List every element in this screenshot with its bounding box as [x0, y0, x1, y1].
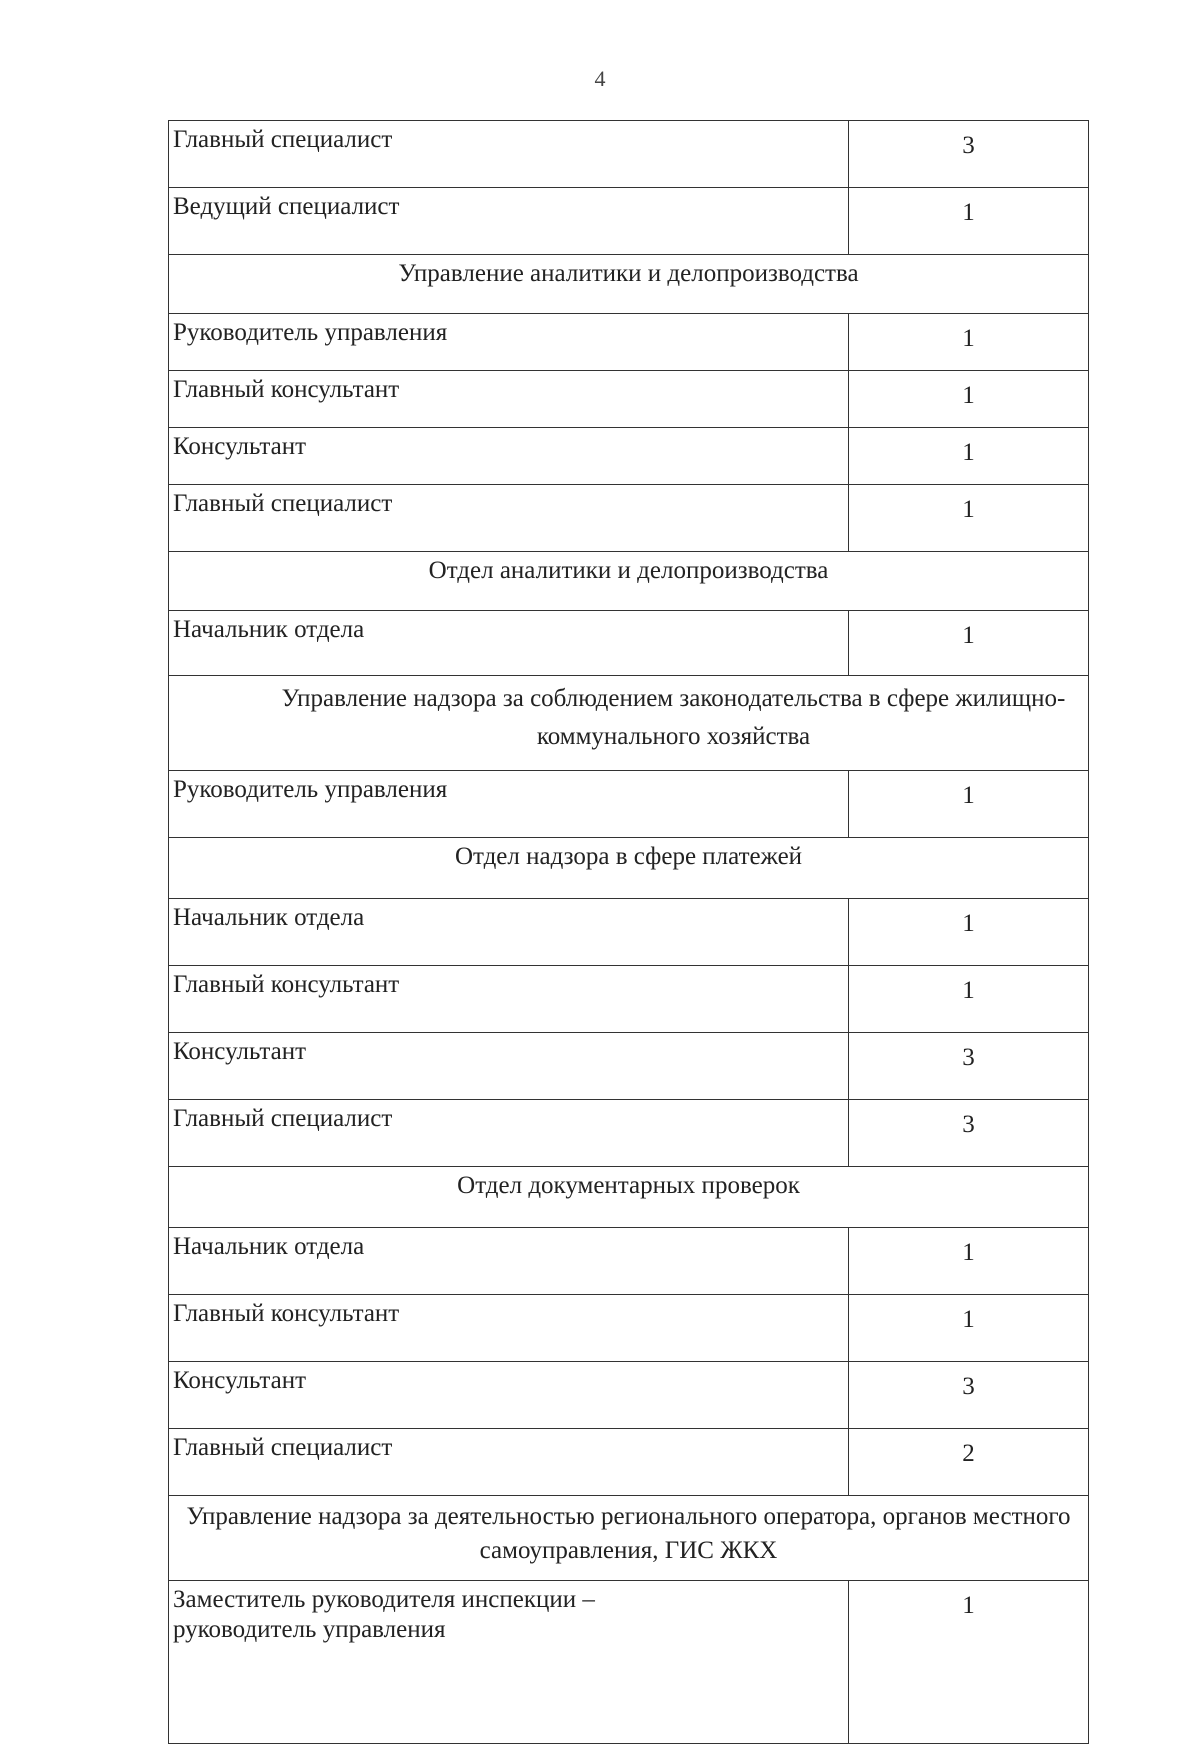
table-row [169, 1295, 1089, 1362]
position-count: 1 [849, 428, 1089, 485]
position-title [169, 1581, 849, 1744]
position-count: 1 [849, 1581, 1089, 1744]
table-row [169, 1033, 1089, 1100]
table-row [169, 1429, 1089, 1496]
position-count: 1 [849, 371, 1089, 428]
table-row [169, 371, 1089, 428]
position-title: Главный консультант [169, 371, 849, 428]
table-row [169, 771, 1089, 838]
position-count: 1 [849, 771, 1089, 838]
section-header: Отдел аналитики и делопроизводства [169, 552, 1089, 611]
position-count: 1 [849, 966, 1089, 1033]
position-title: Главный специалист [169, 121, 849, 188]
position-title: Главный консультант [169, 966, 849, 1033]
section-row [169, 838, 1089, 899]
position-title: Главный специалист [169, 1429, 849, 1496]
position-title: Главный специалист [169, 485, 849, 552]
section-header: Управление надзора за деятельностью регионального оператора, органов местного самоуправления, ГИС ЖКХ [169, 1496, 1089, 1581]
position-count: 1 [849, 1228, 1089, 1295]
position-title: Ведущий специалист [169, 188, 849, 255]
table-row [169, 966, 1089, 1033]
staffing-table [168, 120, 1089, 1744]
position-title: Консультант [169, 428, 849, 485]
section-row [169, 1167, 1089, 1228]
position-count: 1 [849, 485, 1089, 552]
page-number: 4 [594, 66, 606, 91]
table-row [169, 1362, 1089, 1429]
position-title: Начальник отдела [169, 1228, 849, 1295]
section-row [169, 676, 1089, 771]
section-header: Управление надзора за соблюдением законодательства в сфере жилищно-коммунального хозяйства [169, 676, 1089, 771]
position-count: 3 [849, 1362, 1089, 1429]
position-count: 3 [849, 121, 1089, 188]
section-header: Отдел надзора в сфере платежей [169, 838, 1089, 899]
table-row [169, 485, 1089, 552]
table-row [169, 428, 1089, 485]
position-title: Консультант [169, 1362, 849, 1429]
position-count: 1 [849, 1295, 1089, 1362]
table-row [169, 188, 1089, 255]
table-row [169, 1100, 1089, 1167]
table-row [169, 121, 1089, 188]
section-row [169, 255, 1089, 314]
position-title: Главный консультант [169, 1295, 849, 1362]
table-row [169, 1581, 1089, 1744]
position-count: 2 [849, 1429, 1089, 1496]
position-title: Главный специалист [169, 1100, 849, 1167]
position-count: 1 [849, 611, 1089, 676]
table-row [169, 314, 1089, 371]
section-header: Управление аналитики и делопроизводства [169, 255, 1089, 314]
section-row [169, 552, 1089, 611]
position-count: 1 [849, 314, 1089, 371]
position-count: 1 [849, 188, 1089, 255]
table-row [169, 1228, 1089, 1295]
position-title: Консультант [169, 1033, 849, 1100]
position-title: Руководитель управления [169, 771, 849, 838]
position-title: Руководитель управления [169, 314, 849, 371]
position-count: 3 [849, 1100, 1089, 1167]
position-title-text: Заместитель руководителя инспекции – руководитель управления [173, 1586, 595, 1643]
position-title: Начальник отдела [169, 899, 849, 966]
position-count: 1 [849, 899, 1089, 966]
table-row [169, 611, 1089, 676]
section-header: Отдел документарных проверок [169, 1167, 1089, 1228]
position-count: 3 [849, 1033, 1089, 1100]
position-title: Начальник отдела [169, 611, 849, 676]
table-row [169, 899, 1089, 966]
section-row [169, 1496, 1089, 1581]
